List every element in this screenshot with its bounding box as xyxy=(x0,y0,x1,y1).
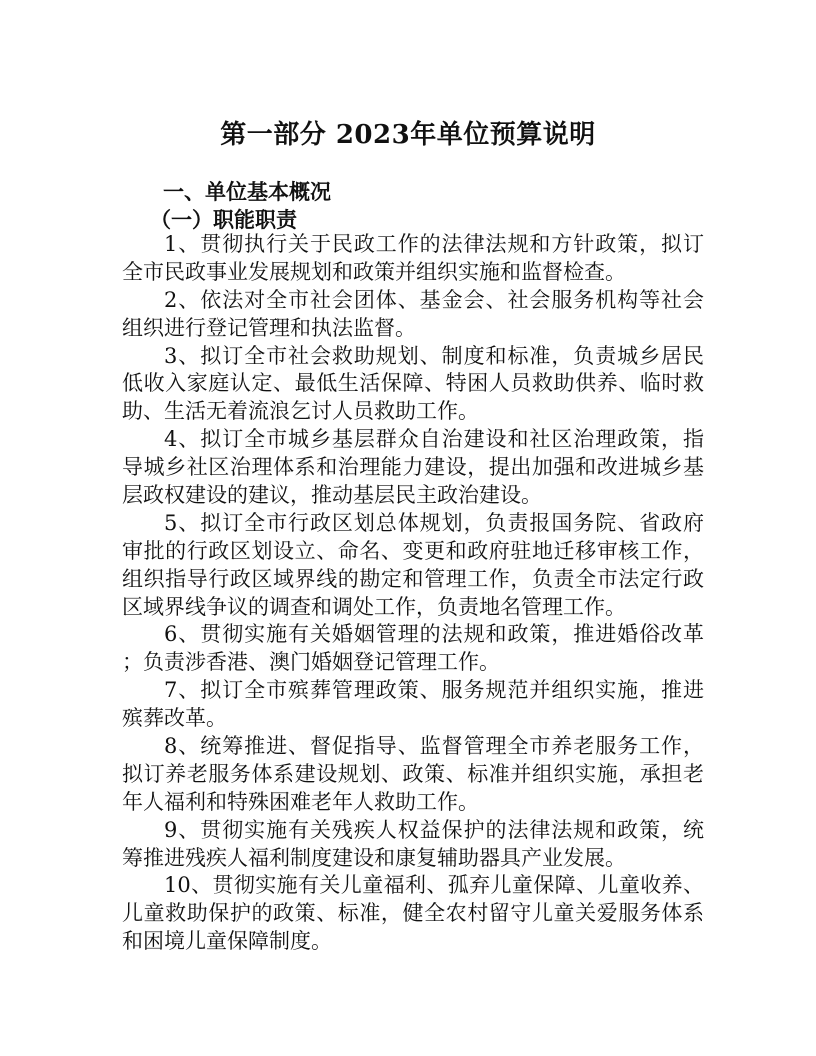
page-title: 第一部分 2023年单位预算说明 xyxy=(220,120,596,150)
paragraph-line: 4、拟订全市城乡基层群众自治建设和社区治理政策，指 xyxy=(164,427,704,452)
paragraph xyxy=(122,872,704,956)
paragraph-line: 区域界线争议的调查和调处工作，负责地名管理工作。 xyxy=(122,594,626,619)
paragraph-line: 助、生活无着流浪乞讨人员救助工作。 xyxy=(122,399,479,424)
paragraph-line: 全市民政事业发展规划和政策并组织实施和监督检查。 xyxy=(122,259,626,284)
paragraph-line: 组织指导行政区域界线的勘定和管理工作，负责全市法定行政 xyxy=(122,566,704,591)
paragraph xyxy=(122,677,704,733)
section-heading: 一、单位基本概况 xyxy=(163,179,331,204)
paragraph-line: 6、贯彻实施有关婚姻管理的法规和政策，推进婚俗改革 xyxy=(164,622,704,647)
paragraph-line: 层政权建设的建议，推动基层民主政治建设。 xyxy=(122,483,542,508)
paragraph xyxy=(122,621,704,677)
paragraph xyxy=(122,817,704,873)
paragraph xyxy=(122,426,704,510)
paragraph-line: 2、依法对全市社会团体、基金会、社会服务机构等社会 xyxy=(164,287,704,312)
paragraph xyxy=(122,231,704,287)
paragraph xyxy=(122,287,704,343)
paragraph-line: 殡葬改革。 xyxy=(122,706,227,731)
document-body xyxy=(122,231,704,956)
paragraph-line: 筹推进残疾人福利制度建设和康复辅助器具产业发展。 xyxy=(122,845,626,870)
paragraph-line: 3、拟订全市社会救助规划、制度和标准，负责城乡居民 xyxy=(164,343,704,368)
paragraph xyxy=(122,510,704,622)
paragraph-line: 组织进行登记管理和执法监督。 xyxy=(122,315,416,340)
paragraph-line: ；负责涉香港、澳门婚姻登记管理工作。 xyxy=(122,650,500,675)
paragraph-line: 1、贯彻执行关于民政工作的法律法规和方针政策，拟订 xyxy=(164,232,704,256)
paragraph-line: 5、拟订全市行政区划总体规划，负责报国务院、省政府 xyxy=(164,510,704,535)
paragraph-line: 导城乡社区治理体系和治理能力建设，提出加强和改进城乡基 xyxy=(122,455,704,480)
paragraph-line: 8、统筹推进、督促指导、监督管理全市养老服务工作， xyxy=(164,734,704,759)
paragraph-line: 低收入家庭认定、最低生活保障、特困人员救助供养、临时救 xyxy=(122,371,704,396)
paragraph-line: 审批的行政区划设立、命名、变更和政府驻地迁移审核工作， xyxy=(122,538,704,563)
subsection-heading: （一）职能职责 xyxy=(150,207,297,232)
paragraph xyxy=(122,343,704,427)
paragraph xyxy=(122,733,704,817)
paragraph-line: 和困境儿童保障制度。 xyxy=(122,929,332,954)
paragraph-line: 9、贯彻实施有关残疾人权益保护的法律法规和政策，统 xyxy=(164,817,704,842)
paragraph-line: 年人福利和特殊困难老年人救助工作。 xyxy=(122,789,479,814)
paragraph-line: 儿童救助保护的政策、标准，健全农村留守儿童关爱服务体系 xyxy=(122,901,704,926)
paragraph-line: 10、贯彻实施有关儿童福利、孤弃儿童保障、儿童收养、 xyxy=(164,873,704,898)
paragraph-line: 7、拟订全市殡葬管理政策、服务规范并组织实施，推进 xyxy=(164,678,704,703)
paragraph-line: 拟订养老服务体系建设规划、政策、标准并组织实施，承担老 xyxy=(122,761,704,786)
